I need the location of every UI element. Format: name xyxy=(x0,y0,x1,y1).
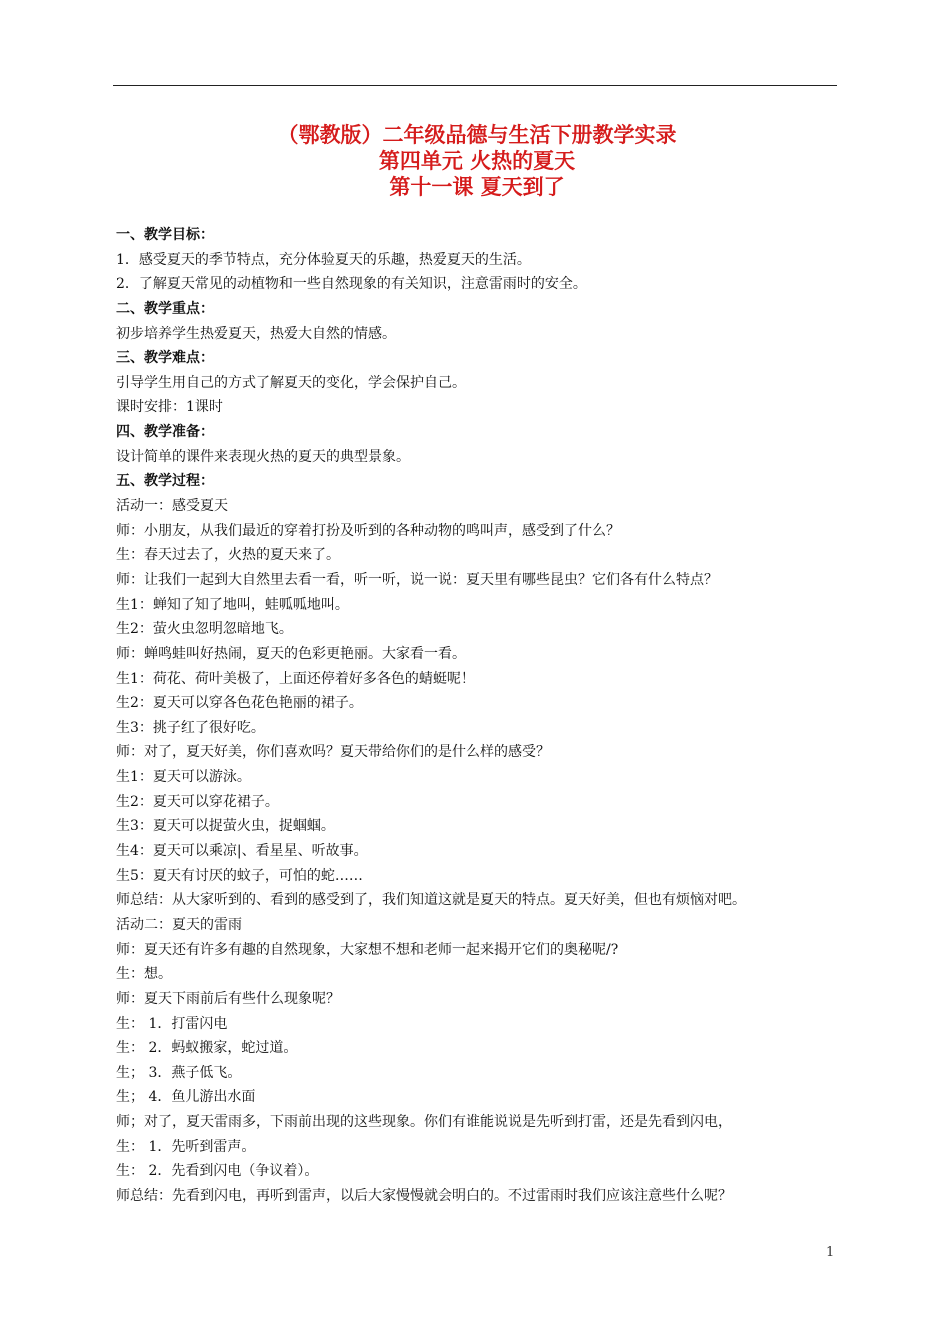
body-line: 师：让我们一起到大自然里去看一看，听一听，说一说：夏天里有哪些昆虫？它们各有什么特点？ xyxy=(116,571,718,588)
body-line: 生3：夏天可以捉萤火虫，捉蝈蝈。 xyxy=(116,818,335,835)
body-line: 师：夏天下雨前后有些什么现象呢？ xyxy=(116,990,340,1007)
body-line: 生3：挑子红了很好吃。 xyxy=(116,719,265,736)
body-line: 生2：萤火虫忽明忽暗地飞。 xyxy=(116,621,293,638)
section-heading: 三、教学难点： xyxy=(116,350,214,367)
body-line: 引导学生用自己的方式了解夏天的变化，学会保护自己。 xyxy=(116,374,466,391)
body-line: 师总结：先看到闪电，再听到雷声，以后大家慢慢就会明白的。不过雷雨时我们应该注意些什么呢？ xyxy=(116,1187,732,1204)
body-line: 2．了解夏天常见的动植物和一些自然现象的有关知识，注意雷雨时的安全。 xyxy=(116,276,587,293)
body-line: 1．感受夏天的季节特点，充分体验夏天的乐趣，热爱夏天的生活。 xyxy=(116,251,531,268)
body-line: 生：春天过去了，火热的夏天来了。 xyxy=(116,547,340,564)
title-block xyxy=(0,122,950,200)
section-heading: 一、教学目标： xyxy=(116,227,214,243)
body-line: 师：夏天还有许多有趣的自然现象，大家想不想和老师一起来揭开它们的奥秘呢/? xyxy=(116,941,619,958)
body-line: 生1：荷花、荷叶美极了，上面还停着好多各色的蜻蜓呢！ xyxy=(116,670,475,687)
body-line: 生1：蝉知了知了地叫，蛙呱呱地叫。 xyxy=(116,596,349,613)
body-line: 师；对了，夏天雷雨多，下雨前出现的这些现象。你们有谁能说说是先听到打雷，还是先看到闪电， xyxy=(116,1114,732,1131)
body-line: 师：小朋友，从我们最近的穿着打扮及听到的各种动物的鸣叫声，感受到了什么？ xyxy=(116,522,620,539)
document-title: （鄂教版）二年级品德与生活下册教学实录 xyxy=(277,122,677,147)
body-line: 师：蝉鸣蛙叫好热闹，夏天的色彩更艳丽。大家看一看。 xyxy=(116,645,466,662)
section-heading: 四、教学准备： xyxy=(116,424,214,441)
body-line: 生5：夏天有讨厌的蚊子，可怕的蛇…… xyxy=(116,867,363,884)
body-line: 活动二：夏天的雷雨 xyxy=(116,916,242,933)
body-line: 初步培养学生热爱夏天，热爱大自然的情感。 xyxy=(116,325,396,342)
body-line: 设计简单的课件来表现火热的夏天的典型景象。 xyxy=(116,448,410,465)
body-line: 生4：夏天可以乘凉|、看星星、听故事。 xyxy=(116,843,368,860)
body-line: 生：想。 xyxy=(116,966,172,983)
body-line: 生1：夏天可以游泳。 xyxy=(116,769,251,786)
unit-title: 第四单元 火热的夏天 xyxy=(378,148,576,173)
body-line: 课时安排：1课时 xyxy=(116,399,223,416)
section-heading: 五、教学过程： xyxy=(116,473,214,490)
body-line: 生； 3．燕子低飞。 xyxy=(116,1064,242,1081)
lesson-title: 第十一课 夏天到了 xyxy=(389,174,565,199)
section-heading: 二、教学重点： xyxy=(116,300,214,317)
body-line: 活动一：感受夏天 xyxy=(116,498,228,515)
body-line: 生； 4．鱼儿游出水面 xyxy=(116,1089,256,1106)
body-line: 生： 2．先看到闪电（争议着）。 xyxy=(116,1163,319,1180)
body-line: 生2：夏天可以穿各色花色艳丽的裙子。 xyxy=(116,695,363,712)
body-line: 生： 2．蚂蚁搬家，蛇过道。 xyxy=(116,1040,298,1057)
header-rule xyxy=(113,85,837,86)
body-line: 生： 1．先听到雷声。 xyxy=(116,1138,256,1155)
body-line: 生： 1．打雷闪电 xyxy=(116,1015,228,1032)
body-line: 师总结：从大家听到的、看到的感受到了，我们知道这就是夏天的特点。夏天好美，但也有烦恼对吧。 xyxy=(116,892,746,909)
body-line: 师：对了，夏天好美，你们喜欢吗？夏天带给你们的是什么样的感受？ xyxy=(116,744,550,761)
body-line: 生2：夏天可以穿花裙子。 xyxy=(116,793,279,810)
page-number: 1 xyxy=(826,1245,835,1260)
document-body xyxy=(116,223,840,1209)
